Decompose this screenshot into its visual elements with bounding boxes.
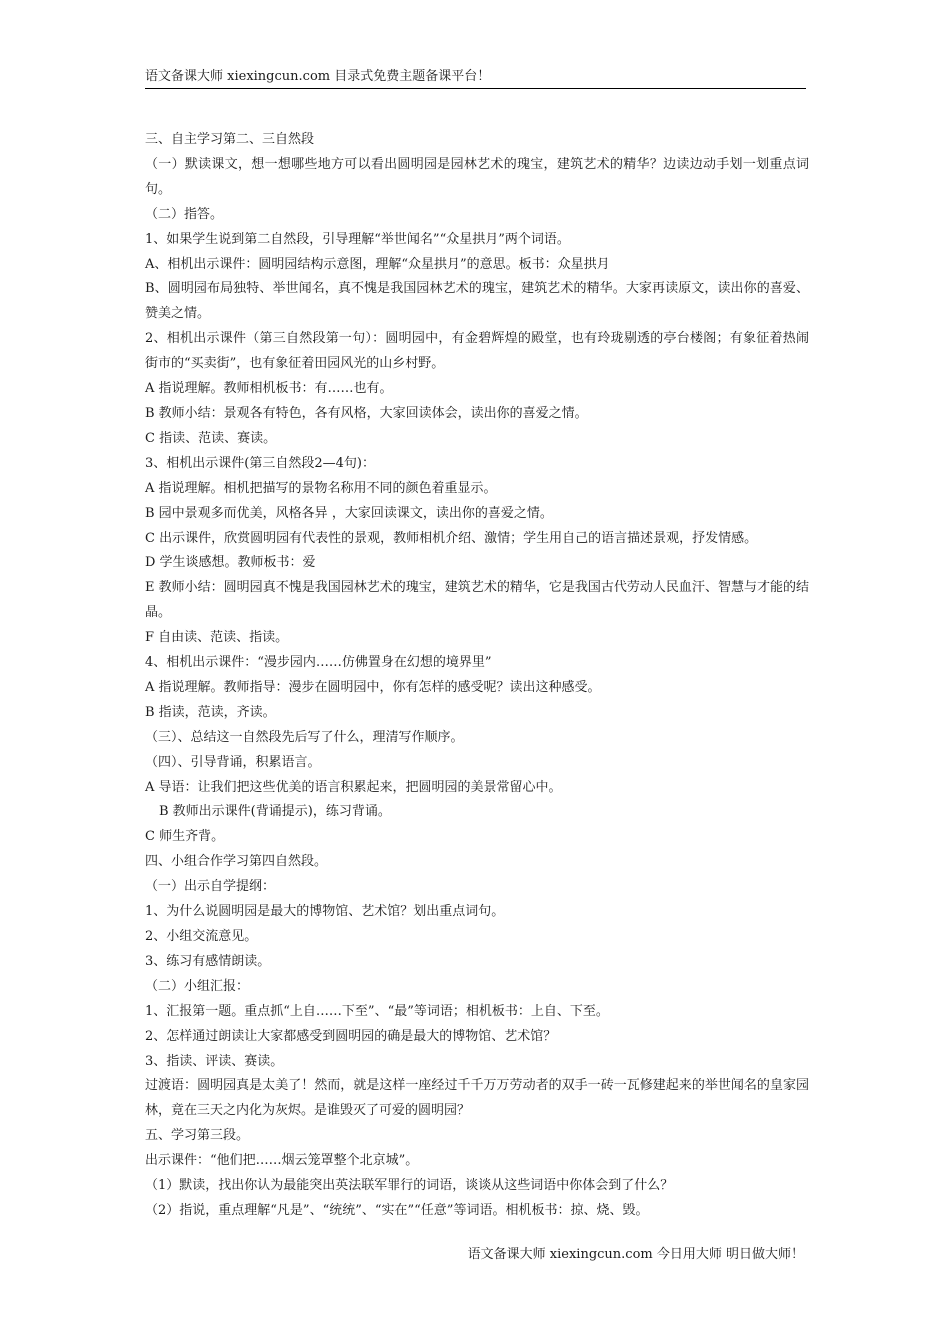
paragraph: 过渡语：圆明园真是太美了！然而，就是这样一座经过千千万万劳动者的双手一砖一瓦修建起来的举世闻名的皇家园林，竟在三天之内化为灰烬。是谁毁灭了可爱的圆明园？ (145, 1078, 809, 1119)
paragraph: A 指说理解。教师指导：漫步在圆明园中，你有怎样的感受呢？读出这种感受。 (145, 679, 601, 695)
paragraph: F 自由读、范读、指读。 (145, 630, 289, 646)
paragraph: C 出示课件，欣赏圆明园有代表性的景观，教师相机介绍、激情；学生用自己的语言描述景观，抒发情感。 (145, 530, 758, 546)
page-header (145, 68, 806, 89)
paragraph: D 学生谈感想。教师板书：爱 (145, 555, 316, 571)
section-heading: 四、小组合作学习第四自然段。 (145, 854, 328, 870)
paragraph: 4、相机出示课件：“漫步园内……仿佛置身在幻想的境界里” (145, 655, 492, 671)
paragraph: 2、相机出示课件（第三自然段第一句）：圆明园中，有金碧辉煌的殿堂，也有玲珑剔透的亭台楼阁；有象征着热闹街市的“买卖街”，也有象征着田园风光的山乡村野。 (145, 331, 809, 372)
paragraph: A 指说理解。教师相机板书：有……也有。 (145, 381, 393, 397)
paragraph: 1、如果学生说到第二自然段，引导理解“举世闻名”“众星拱月”两个词语。 (145, 231, 570, 247)
paragraph: C 指读、范读、赛读。 (145, 430, 277, 446)
paragraph: 3、指读、评读、赛读。 (145, 1053, 284, 1069)
paragraph: A 指说理解。相机把描写的景物名称用不同的颜色着重显示。 (145, 480, 497, 496)
paragraph: （三）、总结这一自然段先后写了什么，理清写作顺序。 (145, 729, 464, 745)
page-footer (468, 1246, 804, 1264)
paragraph: B 指读，范读，齐读。 (145, 704, 276, 720)
paragraph: 出示课件：“他们把……烟云笼罩整个北京城”。 (145, 1153, 419, 1169)
paragraph: 1、为什么说圆明园是最大的博物馆、艺术馆？划出重点词句。 (145, 904, 505, 920)
section-heading: 五、学习第三段。 (145, 1128, 250, 1144)
paragraph: B 教师小结：景观各有特色，各有风格，大家回读体会，读出你的喜爱之情。 (145, 405, 588, 421)
paragraph: C 师生齐背。 (145, 829, 225, 845)
paragraph: （1）默读，找出你认为最能突出英法联军罪行的词语，谈谈从这些词语中你体会到了什么？ (145, 1178, 674, 1194)
paragraph: B 园中景观多而优美，风格各异 ，大家回读课文，读出你的喜爱之情。 (145, 505, 553, 521)
paragraph: B 教师出示课件(背诵提示)，练习背诵。 (159, 804, 391, 820)
header-text: 语文备课大师 xiexingcun.com 目录式免费主题备课平台！ (145, 69, 491, 84)
footer-text: 语文备课大师 xiexingcun.com 今日用大师 明日做大师！ (467, 1247, 804, 1262)
paragraph: 3、相机出示课件(第三自然段2—4句)： (145, 455, 375, 471)
paragraph: 2、小组交流意见。 (145, 929, 258, 944)
paragraph: B、圆明园布局独特、举世闻名，真不愧是我国园林艺术的瑰宝，建筑艺术的精华。大家再读原文，读出你的喜爱、赞美之情。 (145, 281, 809, 322)
paragraph: （一）出示自学提纲： (145, 879, 276, 895)
paragraph: 1、汇报第一题。重点抓“上自……下至”、“最”等词语；相机板书：上自、下至。 (145, 1003, 609, 1019)
paragraph: （二）指答。 (145, 206, 224, 222)
paragraph: E 教师小结：圆明园真不愧是我国园林艺术的瑰宝，建筑艺术的精华，它是我国古代劳动人民血汗、智慧与才能的结晶。 (145, 580, 809, 621)
paragraph: （2）指说，重点理解“凡是”、“统统”、“实在”“任意”等词语。相机板书：掠、烧、毁。 (145, 1202, 649, 1218)
section-heading: 三、自主学习第二、三自然段 (145, 132, 315, 147)
paragraph: 3、练习有感情朗读。 (145, 953, 271, 969)
paragraph: 2、怎样通过朗读让大家都感受到圆明园的确是最大的博物馆、艺术馆？ (145, 1028, 557, 1044)
paragraph: A、相机出示课件：圆明园结构示意图，理解“众星拱月”的意思。板书：众星拱月 (145, 256, 610, 272)
paragraph: （四）、引导背诵，积累语言。 (145, 754, 321, 770)
paragraph: （二）小组汇报： (145, 978, 250, 994)
document-body (145, 128, 809, 1224)
paragraph: （一）默读课文，想一想哪些地方可以看出圆明园是园林艺术的瑰宝，建筑艺术的精华？边读边动手划一划重点词句。 (145, 156, 809, 197)
paragraph: A 导语：让我们把这些优美的语言积累起来，把圆明园的美景常留心中。 (145, 779, 562, 795)
